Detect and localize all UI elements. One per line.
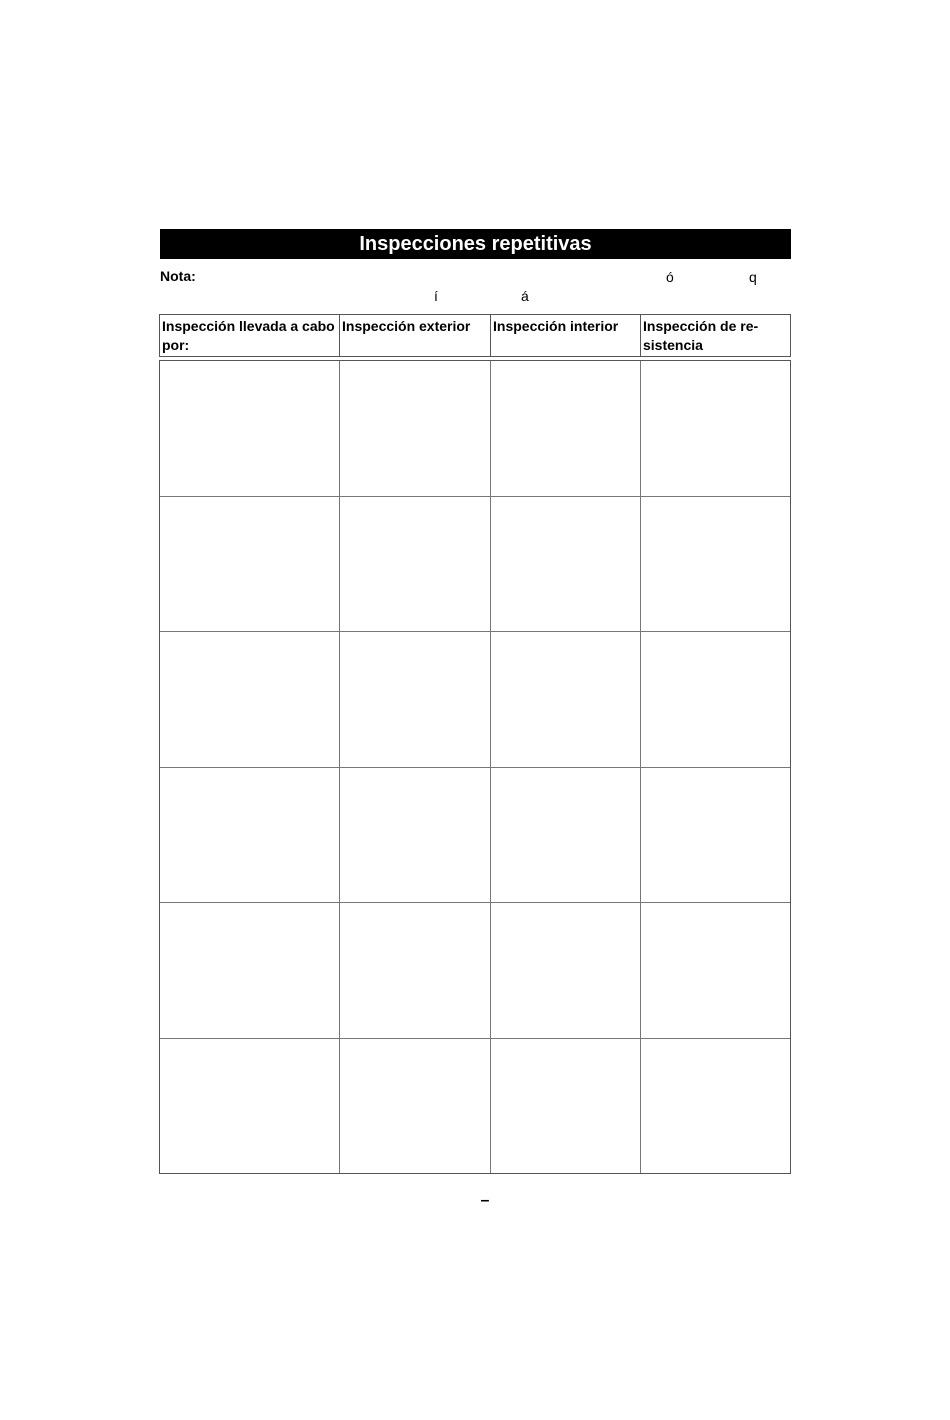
table-cell[interactable] [340,903,491,1038]
table-cell[interactable] [491,632,641,767]
column-header-interior: Inspección interior [491,315,641,356]
table-cell[interactable] [491,903,641,1038]
table-row [160,632,790,768]
table-cell[interactable] [641,361,790,496]
inspection-grid [159,360,791,1174]
table-cell[interactable] [160,632,340,767]
table-cell[interactable] [160,1039,340,1174]
table-header [159,314,791,357]
table-cell[interactable] [641,903,790,1038]
table-row [160,1039,790,1174]
table-cell[interactable] [340,1039,491,1174]
note-fragment: q [749,269,757,285]
page-title: Inspecciones repetitivas [160,229,791,259]
table-cell[interactable] [641,632,790,767]
table-cell[interactable] [340,632,491,767]
column-header-resistance: Inspección de re-sistencia [643,318,759,353]
table-cell[interactable] [491,361,641,496]
table-row [160,361,790,497]
table-cell[interactable] [340,768,491,903]
table-cell[interactable] [641,768,790,903]
table-cell[interactable] [160,361,340,496]
table-row [160,768,790,904]
table-cell[interactable] [160,768,340,903]
table-cell[interactable] [160,497,340,632]
column-header-exterior: Inspección exterior [340,315,491,356]
table-cell[interactable] [340,497,491,632]
table-cell[interactable] [160,903,340,1038]
page-footer: – [480,1192,490,1209]
column-header-inspected-by: Inspección llevada a cabo por: [160,315,340,356]
note-fragment: í [434,288,438,304]
table-cell[interactable] [491,497,641,632]
note-label: Nota: [160,268,196,284]
table-cell[interactable] [491,1039,641,1174]
table-row [160,903,790,1039]
table-cell[interactable] [340,361,491,496]
table-cell[interactable] [641,1039,790,1174]
note-fragment: ó [666,269,674,285]
table-cell[interactable] [491,768,641,903]
note-fragment: á [521,288,529,304]
table-cell[interactable] [641,497,790,632]
table-row [160,497,790,633]
